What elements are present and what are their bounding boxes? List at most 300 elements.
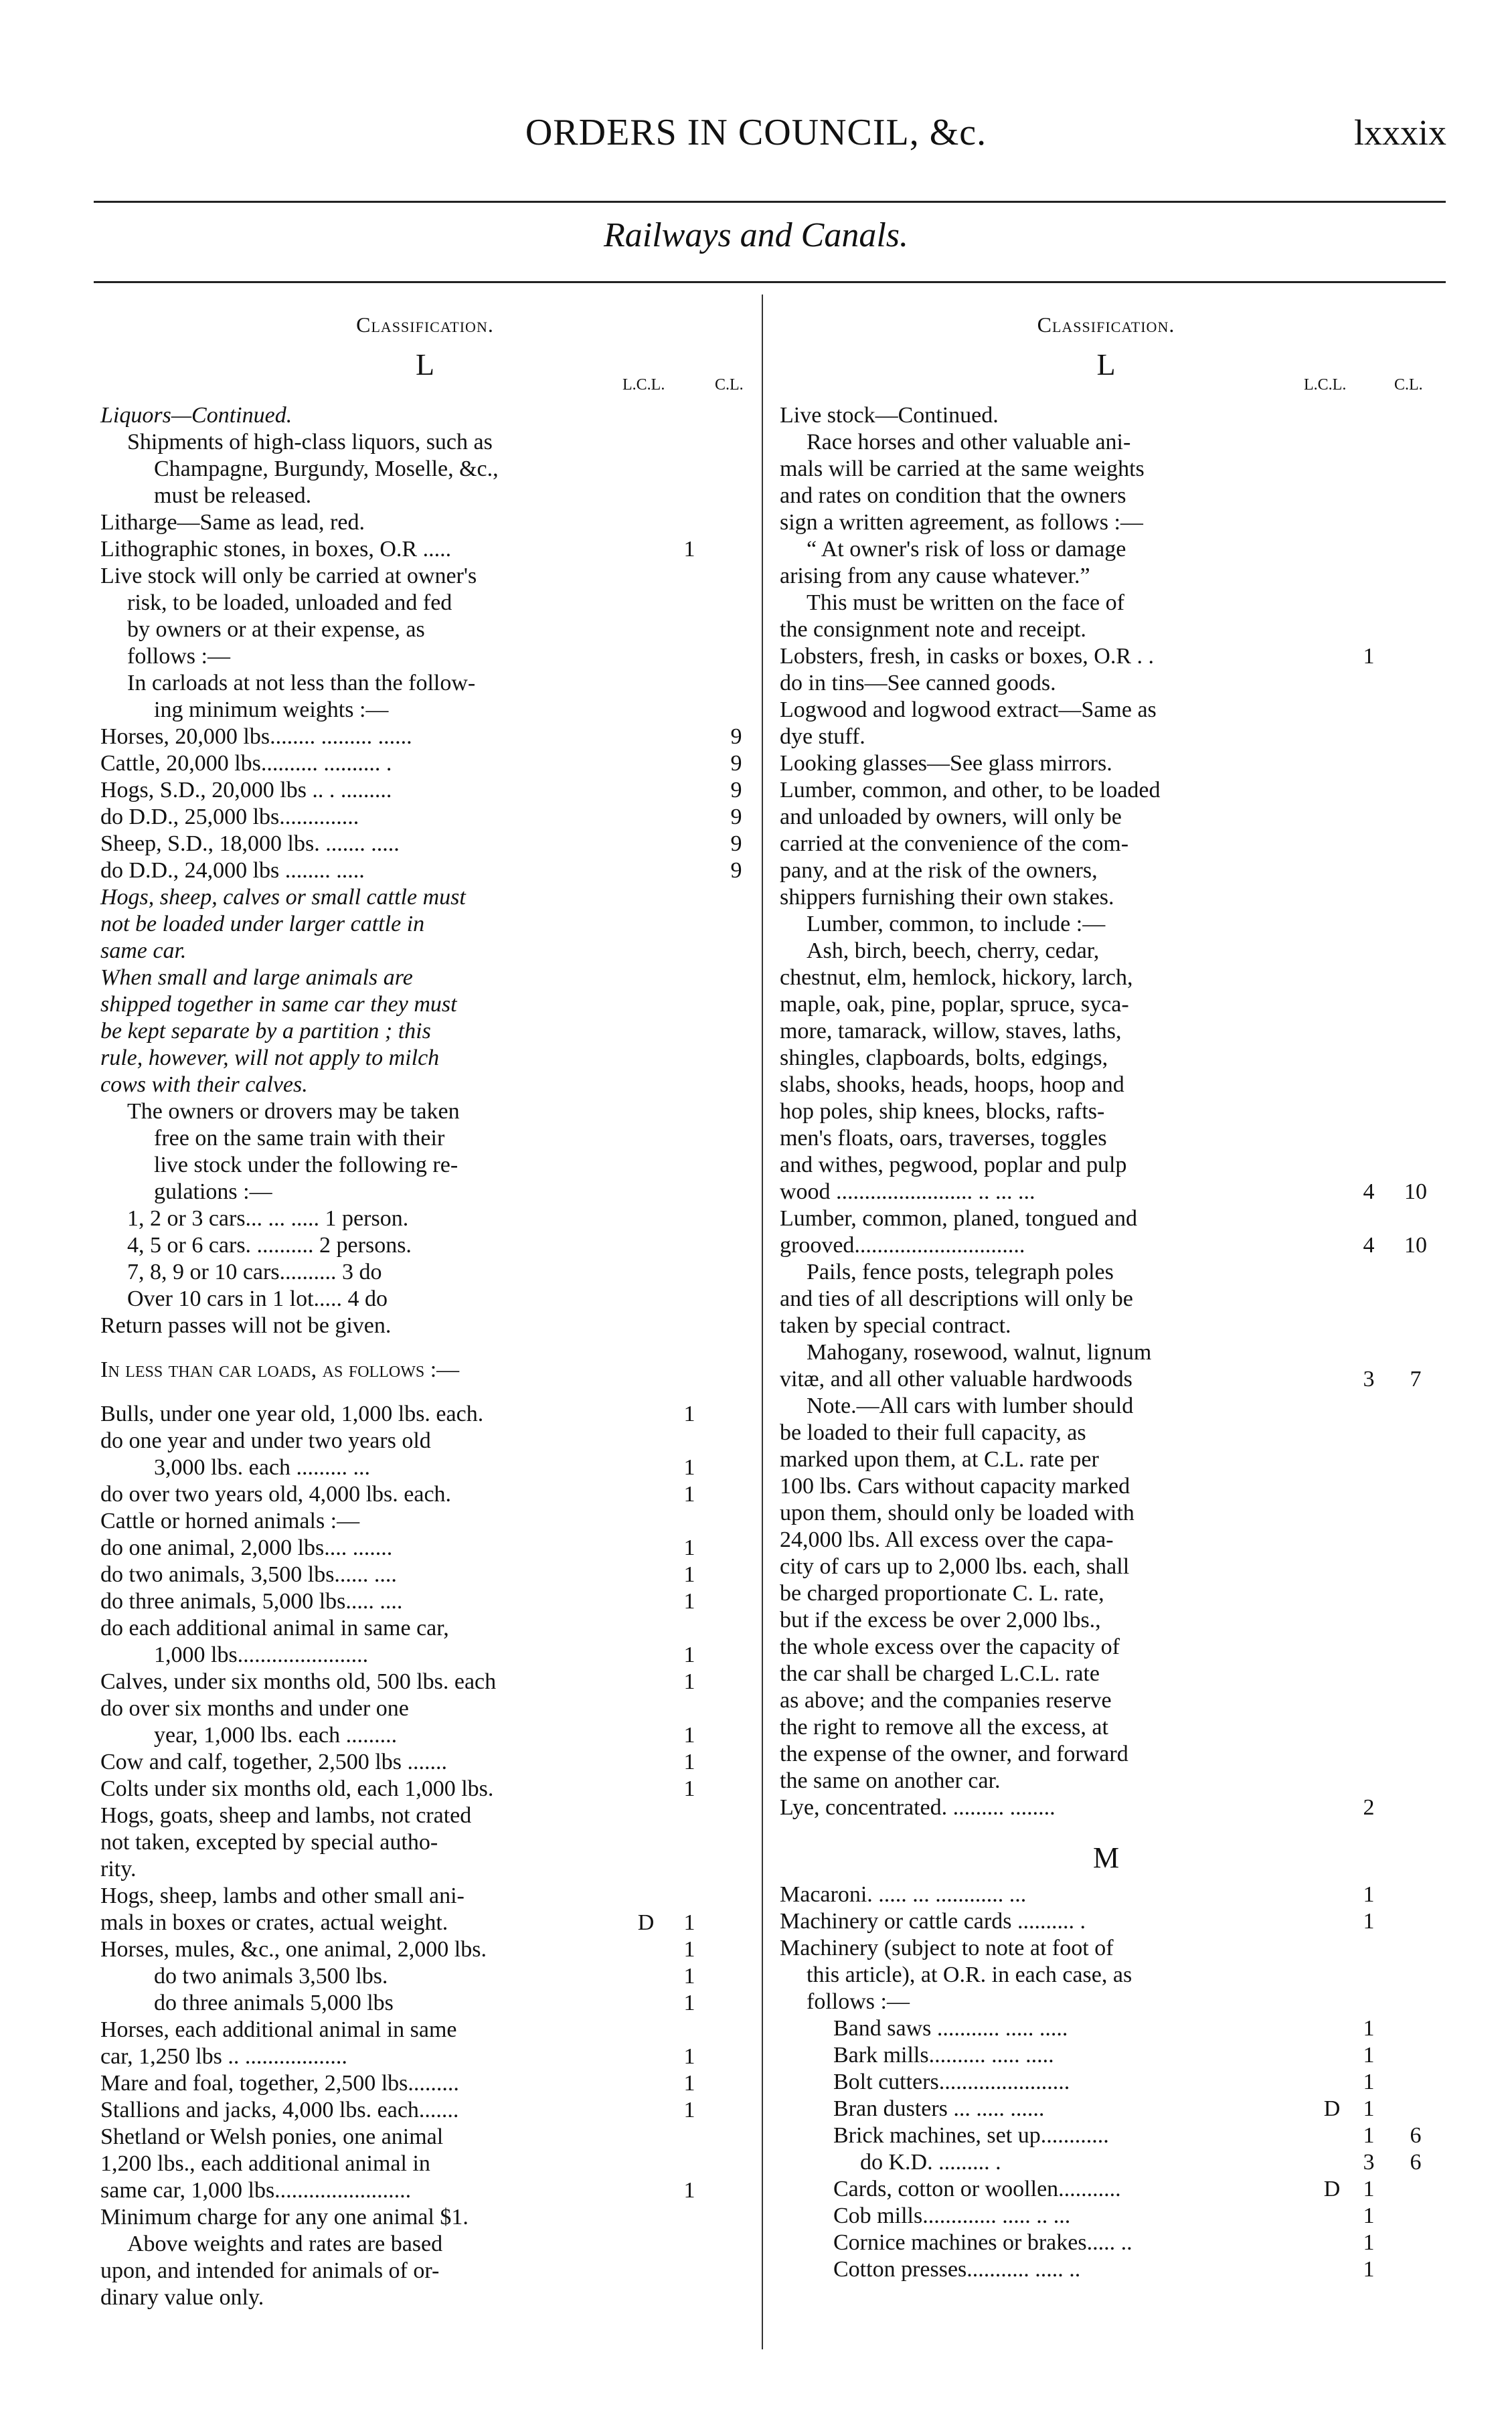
entry-text: pany, and at the risk of the owners,	[780, 858, 1098, 883]
entry-line	[780, 1935, 1432, 1962]
entry-text: Shetland or Welsh ponies, one animal	[100, 2124, 444, 2149]
entry-text: mals will be carried at the same weights	[780, 456, 1145, 481]
entry-text: Machinery (subject to note at foot of	[780, 1936, 1114, 1960]
entry-text: Horses, mules, &c., one animal, 2,000 lbs.	[100, 1937, 487, 1962]
entry-text: marked upon them, at C.L. rate per	[780, 1447, 1099, 1472]
entry-text: In carloads at not less than the follow-	[127, 671, 476, 695]
entry-line	[780, 831, 1432, 857]
entry-line	[100, 911, 750, 938]
lcl-value: 1	[683, 537, 695, 562]
right-rate-headers	[780, 376, 1432, 402]
lcl-value: 1	[1363, 2123, 1375, 2148]
entry-line	[780, 1286, 1432, 1313]
running-title: ORDERS IN COUNCIL, &c.	[525, 112, 987, 153]
entry-text: 3,000 lbs. each ......... ...	[154, 1455, 370, 1480]
entry-line	[100, 1401, 750, 1428]
entry-line	[780, 2149, 1432, 2176]
lcl-value: 3	[1363, 2150, 1375, 2175]
entry-text: be loaded to their full capacity, as	[780, 1420, 1086, 1445]
lcl-value: 1	[1363, 2230, 1375, 2255]
lcl-value: 2	[1363, 1795, 1375, 1820]
entry-text: Return passes will not be given.	[100, 1313, 392, 1338]
entry-line	[100, 1803, 750, 1829]
entry-line	[780, 509, 1432, 536]
entry-text: Minimum charge for any one animal $1.	[100, 2205, 469, 2230]
entry-line	[780, 750, 1432, 777]
entry-line	[780, 456, 1432, 483]
entry-line	[780, 670, 1432, 697]
entry-text: Stallions and jacks, 4,000 lbs. each.......	[100, 2098, 459, 2122]
lcl-value: 1	[683, 1750, 695, 1774]
entry-text: do two animals, 3,500 lbs...... ....	[100, 1562, 397, 1587]
entry-line	[100, 750, 750, 777]
entry-line	[780, 429, 1432, 456]
entry-text: Note.—All cars with lumber should	[807, 1394, 1134, 1418]
entry-text: shippers furnishing their own stakes.	[780, 885, 1114, 910]
lcl-value: 1	[1363, 2096, 1375, 2121]
entry-line	[780, 1554, 1432, 1580]
lcl-value: 1	[1363, 2043, 1375, 2068]
entry-line	[100, 938, 750, 965]
entry-line	[100, 831, 750, 857]
cl-value: 9	[730, 805, 742, 829]
entry-line	[780, 1179, 1432, 1205]
entry-line	[100, 884, 750, 911]
entry-text: 4, 5 or 6 cars. .......... 2 persons.	[127, 1233, 412, 1258]
entry-line	[780, 1741, 1432, 1768]
entry-text: Macaroni. ..... ... ............ ...	[780, 1882, 1027, 1907]
entry-text: wood ........................ .. ... ...	[780, 1179, 1035, 1204]
lcl-value: 1	[683, 1455, 695, 1480]
entry-line	[780, 1152, 1432, 1179]
entry-line	[780, 1962, 1432, 1989]
entry-text: Cattle or horned animals :—	[100, 1509, 360, 1533]
entry-line	[780, 1018, 1432, 1045]
entry-text: do each additional animal in same car,	[100, 1616, 449, 1641]
entry-line	[100, 1179, 750, 1205]
entry-text: When small and large animals are	[100, 965, 413, 990]
entry-line	[780, 1232, 1432, 1259]
entry-line	[100, 804, 750, 831]
entry-line	[100, 1910, 750, 1936]
entry-line	[780, 1473, 1432, 1500]
entry-text: the consignment note and receipt.	[780, 617, 1086, 642]
entry-text: Lithographic stones, in boxes, O.R .....	[100, 537, 452, 562]
entry-line	[780, 911, 1432, 938]
entry-text: do D.D., 24,000 lbs ........ .....	[100, 858, 365, 883]
entry-line	[100, 1615, 750, 1642]
entry-line	[100, 697, 750, 724]
entry-line	[100, 1045, 750, 1072]
entry-text: Litharge—Same as lead, red.	[100, 510, 365, 535]
entry-line	[100, 1454, 750, 1481]
entry-line	[780, 991, 1432, 1018]
entry-text: Colts under six months old, each 1,000 lbs.	[100, 1776, 494, 1801]
entry-text: Cotton presses........... ..... ..	[833, 2257, 1081, 2282]
entry-line	[780, 1339, 1432, 1366]
entry-text: the same on another car.	[780, 1768, 1001, 1793]
entry-text: and ties of all descriptions will only be	[780, 1286, 1133, 1311]
entry-line	[780, 1500, 1432, 1527]
entry-line	[100, 724, 750, 750]
entry-line	[780, 1205, 1432, 1232]
dimension-flag: D	[1323, 2096, 1341, 2121]
entry-line	[780, 1794, 1432, 1821]
entry-line	[780, 857, 1432, 884]
entry-text: rule, however, will not apply to milch	[100, 1045, 440, 1070]
entry-text: Race horses and other valuable ani-	[807, 430, 1131, 454]
entry-line	[100, 1936, 750, 1963]
entry-text: do one animal, 2,000 lbs.... .......	[100, 1535, 393, 1560]
entry-text: same car.	[100, 938, 187, 963]
entry-text: shipped together in same car they must	[100, 992, 457, 1017]
entry-line	[780, 563, 1432, 590]
lcl-value: 1	[683, 1937, 695, 1962]
entry-text: do in tins—See canned goods.	[780, 671, 1056, 695]
entry-text: mals in boxes or crates, actual weight.	[100, 1910, 448, 1935]
entry-text: men's floats, oars, traverses, toggles	[780, 1126, 1107, 1151]
entry-text: 1,000 lbs.......................	[154, 1643, 369, 1667]
entry-text: Calves, under six months old, 500 lbs. each	[100, 1669, 497, 1694]
entry-line	[100, 643, 750, 670]
lcl-value: 1	[1363, 2177, 1375, 2201]
cl-value: 10	[1404, 1233, 1427, 1258]
page-number: lxxxix	[1353, 112, 1446, 153]
entry-text: Hogs, goats, sheep and lambs, not crated	[100, 1803, 472, 1828]
cl-value: 6	[1410, 2123, 1422, 2148]
entry-line	[100, 1313, 750, 1339]
section-rule	[94, 281, 1446, 283]
entry-text: and rates on condition that the owners	[780, 483, 1126, 508]
entry-line	[780, 1098, 1432, 1125]
entry-line	[100, 1259, 750, 1286]
lcl-value: 1	[683, 1562, 695, 1587]
entry-line	[100, 563, 750, 590]
cl-value: 9	[730, 858, 742, 883]
entry-line	[100, 1669, 750, 1695]
entry-line	[780, 1989, 1432, 2015]
entry-text: maple, oak, pine, poplar, spruce, syca-	[780, 992, 1129, 1017]
entry-text: free on the same train with their	[154, 1126, 445, 1151]
entry-text: Live stock—Continued.	[780, 403, 999, 428]
entry-text: Looking glasses—See glass mirrors.	[780, 751, 1112, 776]
entry-line	[780, 884, 1432, 911]
cl-value: 9	[730, 778, 742, 803]
lcl-value: 1	[1363, 1882, 1375, 1907]
entry-text: Lobsters, fresh, in casks or boxes, O.R . .	[780, 644, 1155, 669]
entry-line	[780, 1881, 1432, 1908]
entry-line	[780, 2042, 1432, 2069]
entry-line	[780, 2122, 1432, 2149]
entry-line	[100, 1508, 750, 1535]
cl-value: 7	[1410, 1367, 1422, 1392]
left-letter-heading: L	[415, 347, 435, 382]
entry-text: dye stuff.	[780, 724, 865, 749]
entry-line	[100, 1990, 750, 2017]
lcl-value: 1	[1363, 2257, 1375, 2282]
entry-line	[100, 2204, 750, 2231]
entry-text: Liquors—Continued.	[100, 403, 292, 428]
entry-line	[780, 1607, 1432, 1634]
entry-line	[100, 1072, 750, 1098]
entry-line	[780, 697, 1432, 724]
entry-line	[100, 1562, 750, 1588]
cl-value: 6	[1410, 2150, 1422, 2175]
entry-text: do two animals 3,500 lbs.	[154, 1964, 388, 1989]
entry-text: Hogs, S.D., 20,000 lbs .. . .........	[100, 778, 392, 803]
lcl-value: 1	[1363, 1909, 1375, 1934]
entry-text: taken by special contract.	[780, 1313, 1011, 1338]
entry-text: same car, 1,000 lbs........................	[100, 2178, 412, 2203]
lcl-value: 1	[1363, 2016, 1375, 2041]
entry-text: Lumber, common, planed, tongued and	[780, 1206, 1138, 1231]
entry-text: grooved..............................	[780, 1233, 1025, 1258]
right-letter-heading-m: M	[1092, 1841, 1120, 1874]
entry-line	[780, 2176, 1432, 2203]
entry-line	[100, 590, 750, 616]
entry-line	[100, 2097, 750, 2124]
lcl-value: 1	[683, 2178, 695, 2203]
entry-text: Bulls, under one year old, 1,000 lbs. each.	[100, 1402, 484, 1426]
entry-line	[780, 2256, 1432, 2283]
entry-line	[780, 643, 1432, 670]
entry-text: Ash, birch, beech, cherry, cedar,	[807, 938, 1100, 963]
entry-text: slabs, shooks, heads, hoops, hoop and	[780, 1072, 1124, 1097]
cl-header: C.L.	[715, 376, 744, 394]
lcl-value: 1	[683, 1910, 695, 1935]
entry-text: “ At owner's risk of loss or damage	[807, 537, 1126, 562]
dimension-flag: D	[637, 1910, 655, 1935]
lcl-value: 1	[683, 2044, 695, 2069]
entry-text: Machinery or cattle cards .......... .	[780, 1909, 1086, 1934]
entry-text: the expense of the owner, and forward	[780, 1742, 1128, 1766]
entry-line	[100, 2017, 750, 2043]
entry-text: Sheep, S.D., 18,000 lbs. ....... .....	[100, 831, 400, 856]
entry-line	[100, 1535, 750, 1562]
entry-text: hop poles, ship knees, blocks, rafts-	[780, 1099, 1105, 1124]
entry-text: Bran dusters ... ..... ......	[833, 2096, 1045, 2121]
entry-line	[100, 2124, 750, 2151]
entry-text: not be loaded under larger cattle in	[100, 912, 425, 936]
entry-line	[780, 616, 1432, 643]
right-column	[780, 311, 1432, 2283]
entry-text: the car shall be charged L.C.L. rate	[780, 1661, 1100, 1686]
entry-text: follows :—	[127, 644, 230, 669]
lcl-value: 1	[683, 1402, 695, 1426]
right-entries	[780, 402, 1432, 1821]
entry-line	[100, 429, 750, 456]
lcl-header: L.C.L.	[1304, 376, 1347, 394]
entry-line	[780, 1045, 1432, 1072]
entry-text: This must be written on the face of	[807, 590, 1124, 615]
entry-text: be charged proportionate C. L. rate,	[780, 1581, 1104, 1606]
entry-line	[100, 670, 750, 697]
lcl-value: 1	[1363, 2070, 1375, 2094]
lcl-value: 1	[683, 1776, 695, 1801]
entry-line	[100, 1829, 750, 1856]
entry-line	[100, 483, 750, 509]
entry-text: the right to remove all the excess, at	[780, 1715, 1108, 1740]
entry-text: risk, to be loaded, unloaded and fed	[127, 590, 452, 615]
lcl-value: 1	[683, 2098, 695, 2122]
entry-line	[100, 2258, 750, 2284]
lcl-value: 1	[683, 1669, 695, 1694]
entry-line	[780, 1687, 1432, 1714]
entry-line	[780, 536, 1432, 563]
entry-line	[780, 1908, 1432, 1935]
entry-text: and withes, pegwood, poplar and pulp	[780, 1153, 1127, 1177]
dimension-flag: D	[1323, 2177, 1341, 2201]
entry-text: Above weights and rates are based	[127, 2232, 443, 2256]
entry-text: 100 lbs. Cars without capacity marked	[780, 1474, 1130, 1499]
entry-line	[100, 965, 750, 991]
entry-text: follows :—	[807, 1989, 910, 2014]
entry-line	[100, 1286, 750, 1313]
entry-text: 1,200 lbs., each additional animal in	[100, 2151, 430, 2176]
entry-text: do D.D., 25,000 lbs..............	[100, 805, 359, 829]
entry-text: Live stock will only be carried at owner's	[100, 564, 477, 588]
entry-text: dinary value only.	[100, 2285, 264, 2310]
entry-line	[780, 1259, 1432, 1286]
right-entries-m	[780, 1881, 1432, 2283]
lcl-value: 4	[1363, 1233, 1375, 1258]
entry-text: Over 10 cars in 1 lot..... 4 do	[127, 1286, 388, 1311]
lcl-value: 3	[1363, 1367, 1375, 1392]
entry-line	[780, 1714, 1432, 1741]
entry-text: do over six months and under one	[100, 1696, 409, 1721]
entry-line	[780, 1634, 1432, 1661]
entry-line	[100, 456, 750, 483]
spacer	[100, 1384, 750, 1401]
lcl-value: 1	[683, 1535, 695, 1560]
entry-text: Cob mills............. ..... .. ...	[833, 2203, 1071, 2228]
entry-line	[100, 2151, 750, 2177]
entry-line	[780, 724, 1432, 750]
entry-text: Hogs, sheep, calves or small cattle must	[100, 885, 466, 910]
left-entries	[100, 402, 750, 2311]
entry-line	[100, 2177, 750, 2204]
entry-line	[780, 965, 1432, 991]
lcl-value: 1	[683, 2071, 695, 2096]
entry-text: vitæ, and all other valuable hardwoods	[780, 1367, 1132, 1392]
entry-text: Cow and calf, together, 2,500 lbs .......	[100, 1750, 447, 1774]
entry-line	[100, 2284, 750, 2311]
entry-line	[100, 857, 750, 884]
entry-line	[100, 1642, 750, 1669]
entry-line	[100, 2043, 750, 2070]
entry-line	[780, 590, 1432, 616]
entry-text: car, 1,250 lbs .. ..................	[100, 2044, 347, 2069]
entry-text: rity.	[100, 1857, 137, 1881]
spacer	[100, 1339, 750, 1357]
top-rule	[94, 201, 1446, 203]
entry-text: Cornice machines or brakes..... ..	[833, 2230, 1132, 2255]
entry-text: more, tamarack, willow, staves, laths,	[780, 1019, 1122, 1043]
entry-text: do one year and under two years old	[100, 1428, 431, 1453]
entry-line	[780, 2069, 1432, 2096]
entry-line	[780, 2230, 1432, 2256]
left-column-heading: Classification.	[356, 313, 494, 337]
entry-text: shingles, clapboards, bolts, edgings,	[780, 1045, 1108, 1070]
entry-line	[100, 1125, 750, 1152]
entry-line	[100, 1883, 750, 1910]
cl-value: 10	[1404, 1179, 1427, 1204]
entry-text: not taken, excepted by special autho-	[100, 1830, 438, 1855]
entry-text: Lye, concentrated. ......... ........	[780, 1795, 1056, 1820]
lcl-value: 1	[1363, 2203, 1375, 2228]
entry-text: do three animals, 5,000 lbs..... ....	[100, 1589, 403, 1614]
lcl-value: 1	[683, 1991, 695, 2015]
entry-line	[100, 1098, 750, 1125]
entry-line	[780, 1072, 1432, 1098]
entry-text: but if the excess be over 2,000 lbs.,	[780, 1608, 1101, 1632]
entry-line	[100, 1776, 750, 1803]
entry-text: Horses, 20,000 lbs........ ......... ......	[100, 724, 412, 749]
entry-text: Cards, cotton or woollen...........	[833, 2177, 1121, 2201]
entry-text: upon them, should only be loaded with	[780, 1501, 1135, 1525]
entry-line	[100, 1481, 750, 1508]
entry-text: upon, and intended for animals of or-	[100, 2258, 440, 2283]
entry-text: and unloaded by owners, will only be	[780, 805, 1122, 829]
lcl-value: 1	[683, 1482, 695, 1507]
entry-line	[780, 1446, 1432, 1473]
entry-line	[100, 2070, 750, 2097]
entry-text: do K.D. ......... .	[860, 2150, 1001, 2175]
entry-line	[780, 1527, 1432, 1554]
entry-line	[100, 1963, 750, 1990]
entry-line	[100, 1722, 750, 1749]
entry-text: city of cars up to 2,000 lbs. each, shall	[780, 1554, 1130, 1579]
lcl-value: 1	[683, 1723, 695, 1748]
entry-text: The owners or drovers may be taken	[127, 1099, 460, 1124]
entry-line	[780, 1366, 1432, 1393]
entry-text: by owners or at their expense, as	[127, 617, 425, 642]
entry-line	[100, 536, 750, 563]
entry-line	[100, 1749, 750, 1776]
entry-text: do over two years old, 4,000 lbs. each.	[100, 1482, 452, 1507]
entry-line	[100, 1018, 750, 1045]
entry-text: 24,000 lbs. All excess over the capa-	[780, 1527, 1114, 1552]
entry-line	[100, 1428, 750, 1454]
entry-line	[780, 1125, 1432, 1152]
section-title: Railways and Canals.	[603, 216, 909, 254]
entry-line	[100, 1152, 750, 1179]
entry-line	[100, 1588, 750, 1615]
entry-text: do three animals 5,000 lbs	[154, 1991, 394, 2015]
entry-text: carried at the convenience of the com-	[780, 831, 1129, 856]
entry-text: be kept separate by a partition ; this	[100, 1019, 431, 1043]
entry-text: arising from any cause whatever.”	[780, 564, 1090, 588]
entry-line	[780, 1393, 1432, 1420]
right-letter-heading: L	[1096, 347, 1116, 382]
entry-text: Mare and foal, together, 2,500 lbs.........	[100, 2071, 459, 2096]
entry-text: 1, 2 or 3 cars... ... ..... 1 person.	[127, 1206, 409, 1231]
entry-line	[780, 777, 1432, 804]
entry-line	[780, 1420, 1432, 1446]
entry-line	[780, 938, 1432, 965]
entry-text: 7, 8, 9 or 10 cars.......... 3 do	[127, 1260, 382, 1284]
entry-text: as above; and the companies reserve	[780, 1688, 1112, 1713]
entry-text: gulations :—	[154, 1179, 272, 1204]
entry-text: Lumber, common, and other, to be loaded	[780, 778, 1161, 803]
lcl-value: 4	[1363, 1179, 1375, 1204]
lcl-value: 1	[1363, 644, 1375, 669]
entry-text: Bark mills.......... ..... .....	[833, 2043, 1054, 2068]
entry-text: must be released.	[154, 483, 312, 508]
entry-line	[780, 2203, 1432, 2230]
cl-value: 9	[730, 831, 742, 856]
entry-text: Band saws ........... ..... .....	[833, 2016, 1068, 2041]
